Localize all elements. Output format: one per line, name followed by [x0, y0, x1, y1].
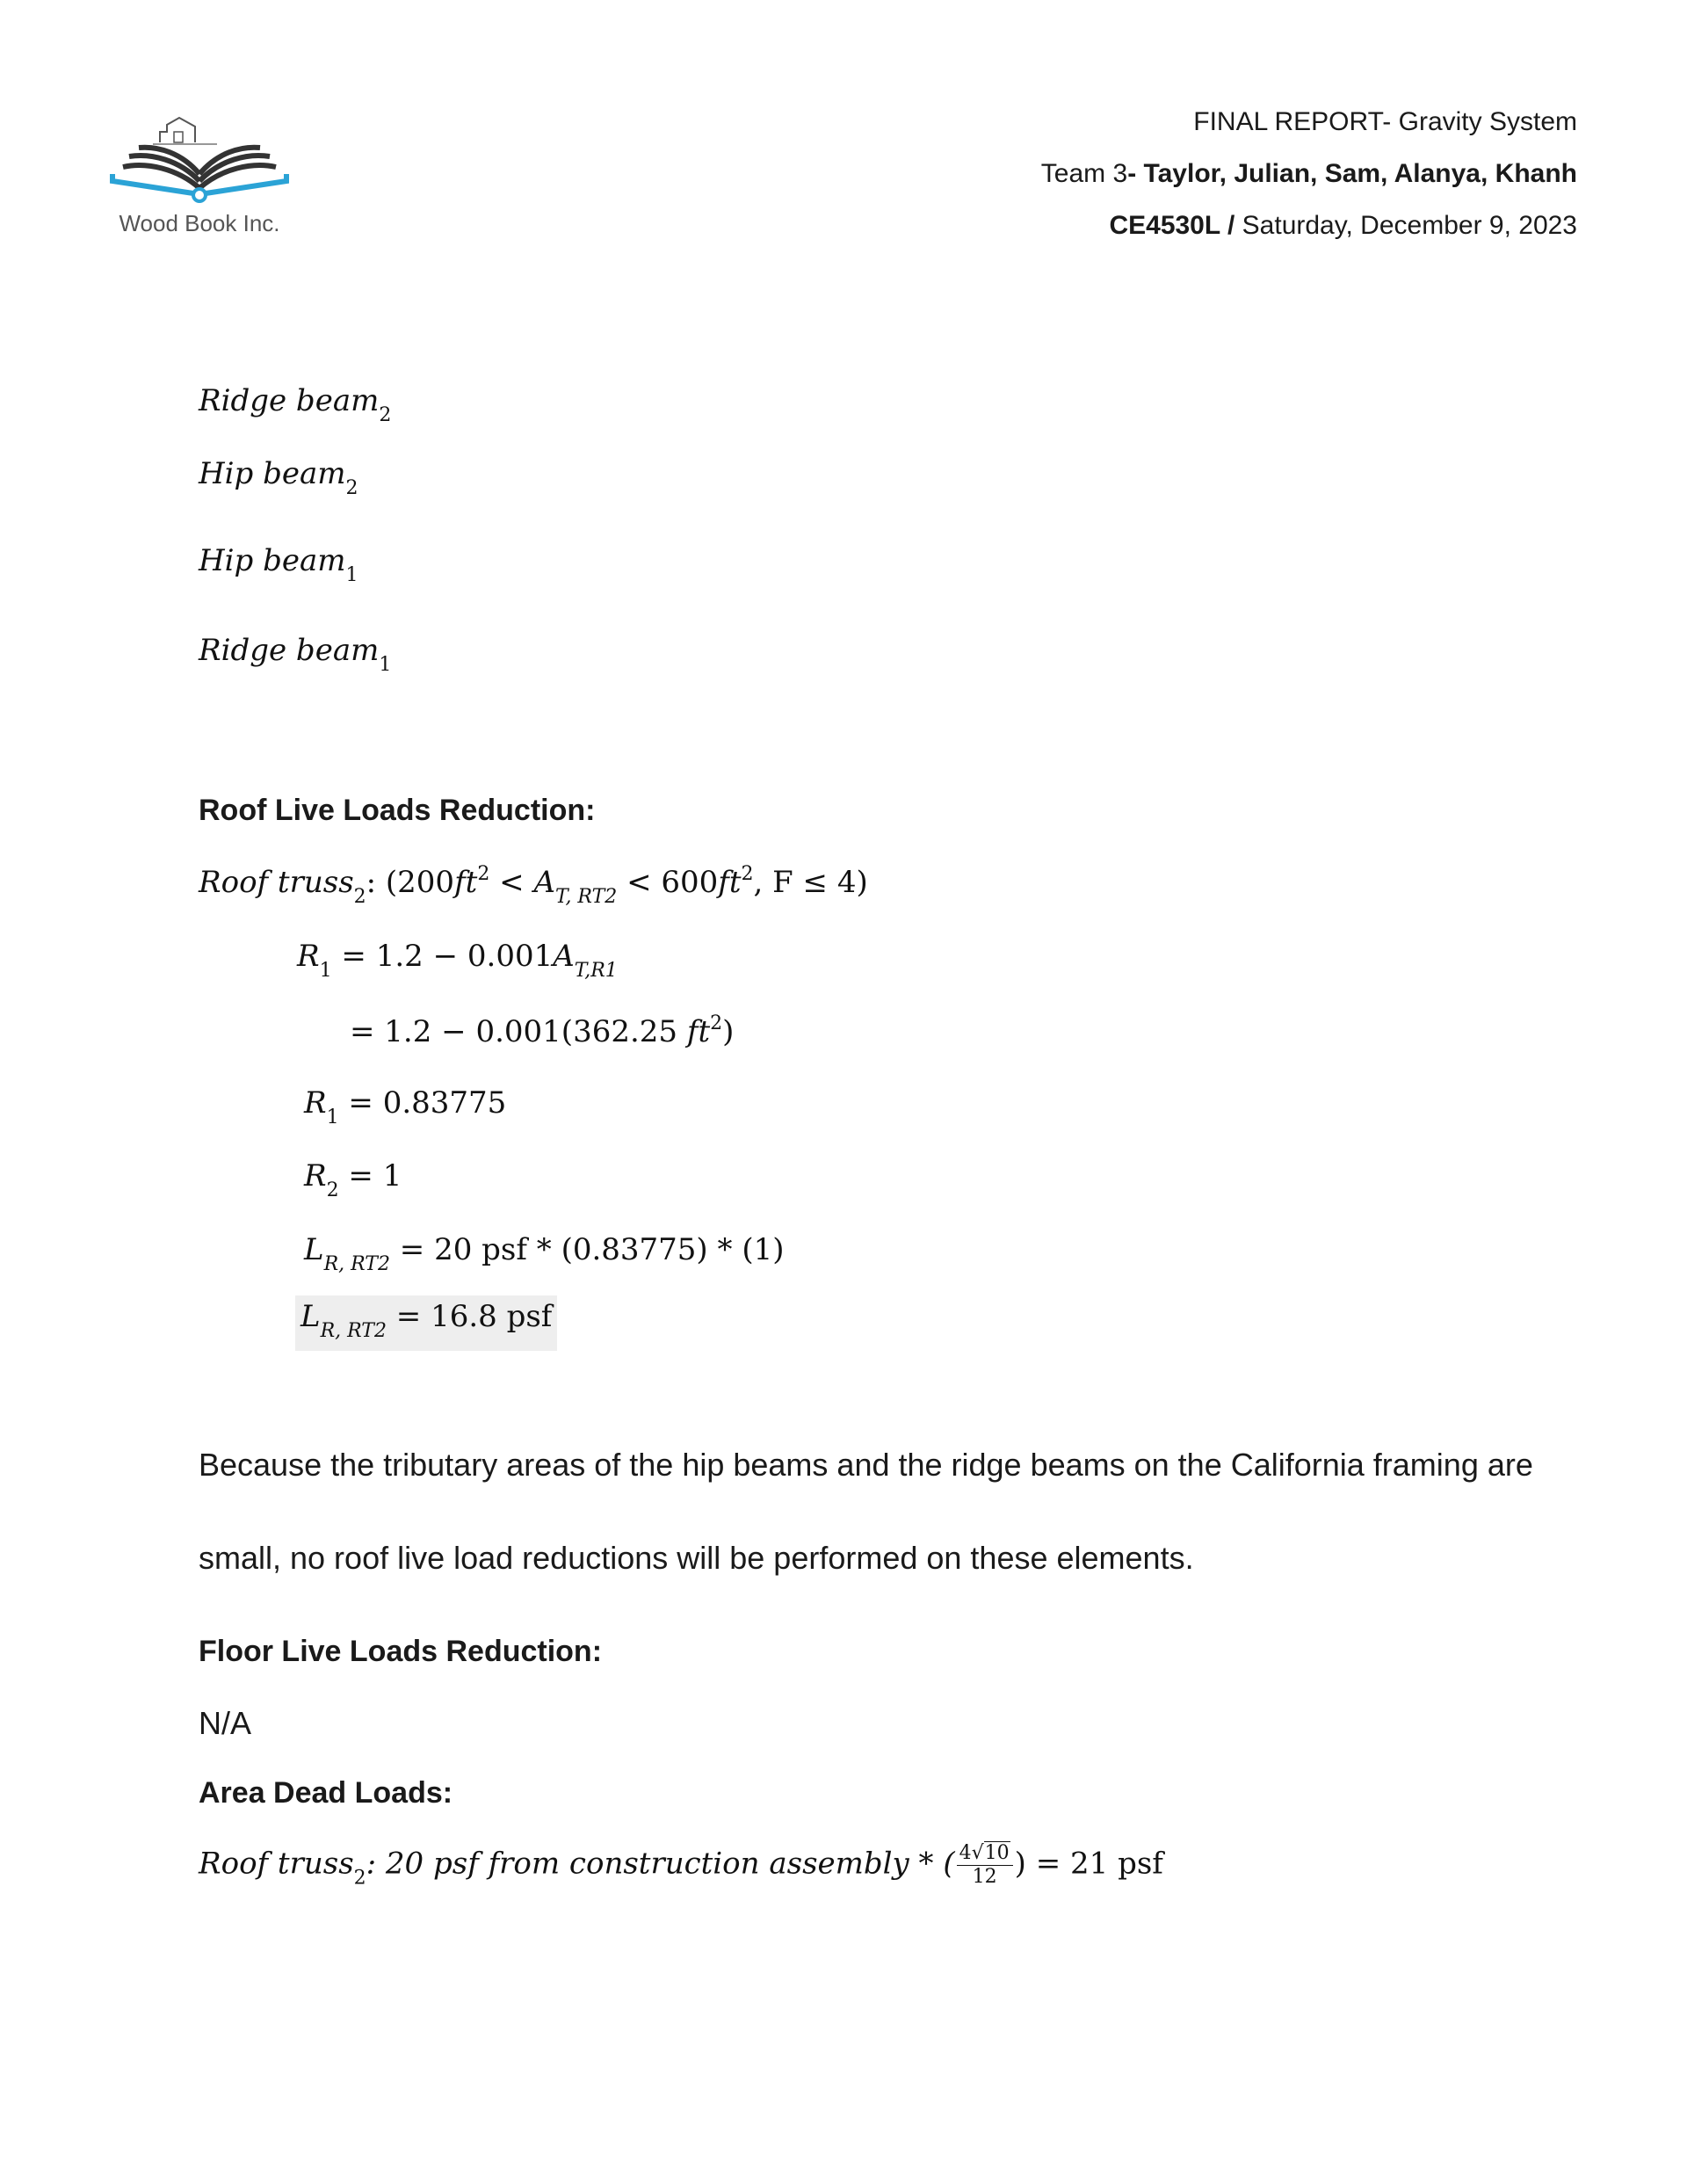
slope-fraction: $\frac{4√10}{12}$	[957, 1844, 1013, 1887]
course-date-line	[1109, 211, 1577, 241]
team-members: - Taylor, Julian, Sam, Alanya, Khanh	[1127, 159, 1577, 188]
report-title: FINAL REPORT- Gravity System	[1193, 107, 1577, 136]
floor-live-value: N/A	[199, 1705, 252, 1741]
beam-item: Hip beam$_1$	[199, 543, 358, 586]
beam-item: Ridge beam$_2$	[199, 383, 392, 426]
truss-condition-equation: Roof truss$_2$: ($200ft^2 < A_{T, RT2} < 600ft^2$, F ≤ 4)	[199, 863, 868, 908]
live-load-calculation: $L_{R, RT2} = 20$ psf * (0.83775) * (1)	[304, 1232, 785, 1275]
r1-formula: $R_1 = 1.2 - 0.001A_{T,R1}$	[297, 939, 618, 982]
r1-substitution: = 1.2 − 0.001(362.25 $ft^2$)	[350, 1012, 735, 1049]
team-number: Team 3	[1040, 159, 1128, 188]
beam-item: Ridge beam$_1$	[199, 633, 392, 676]
company-logo	[107, 107, 292, 239]
book-house-logo-icon	[107, 107, 292, 204]
team-line	[1041, 159, 1577, 189]
dead-load-equation: Roof truss$_2$: 20 psf from construction assembly * ( $\frac{4√10}{12}$ ) = 21 psf	[199, 1842, 1163, 1890]
r2-value: $R_2 = 1$	[304, 1158, 402, 1201]
company-name: Wood Book Inc.	[119, 210, 280, 236]
section-heading-area-dead: Area Dead Loads:	[199, 1776, 453, 1810]
section-heading-floor-live: Floor Live Loads Reduction:	[199, 1635, 603, 1668]
paragraph-line: Because the tributary areas of the hip beams and the ridge beams on the California framing are	[199, 1447, 1533, 1483]
report-date: Saturday, December 9, 2023	[1234, 211, 1577, 240]
course-code: CE4530L /	[1109, 211, 1235, 240]
r1-value: $R_1 = 0.83775$	[304, 1085, 507, 1128]
beam-item: Hip beam$_2$	[199, 456, 358, 499]
section-heading-roof-live: Roof Live Loads Reduction:	[199, 794, 596, 827]
live-load-result-highlight: $L_{R, RT2} = 16.8$ psf	[295, 1295, 557, 1351]
paragraph-line: small, no roof live load reductions will be performed on these elements.	[199, 1540, 1194, 1576]
